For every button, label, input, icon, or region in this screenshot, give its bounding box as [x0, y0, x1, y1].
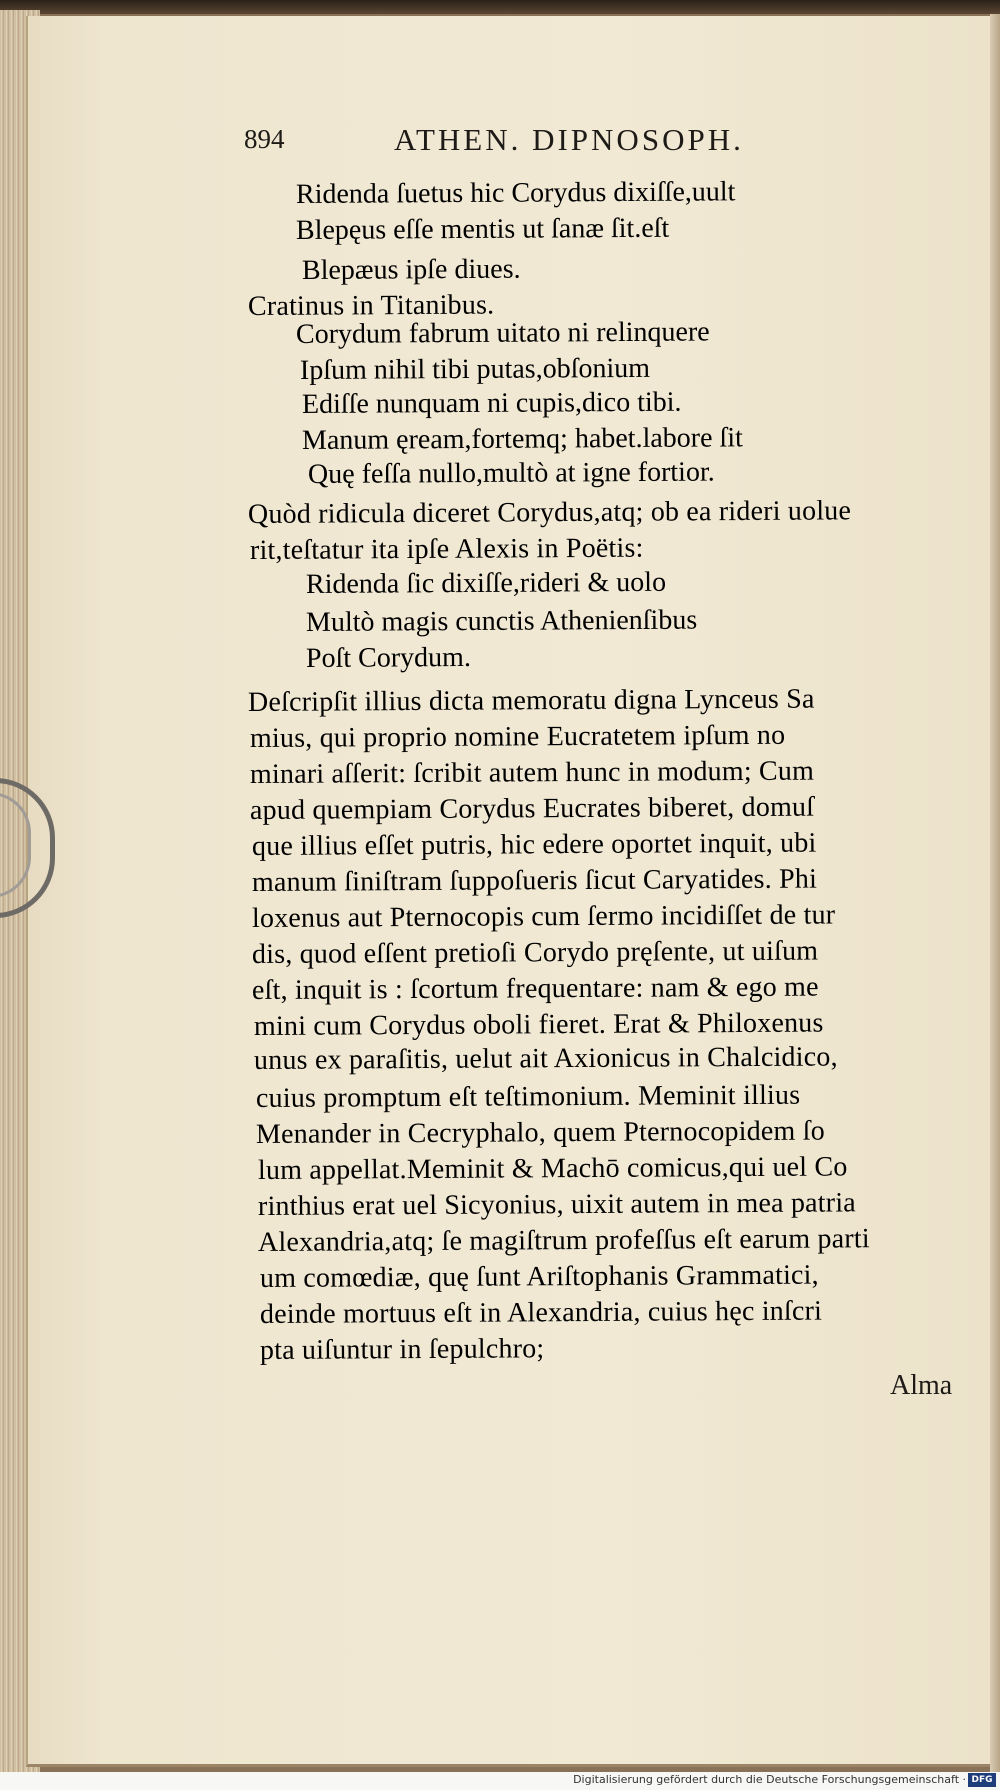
- text-line: rinthius erat uel Sicyonius, uixit autem in mea patria: [257, 1187, 856, 1222]
- text-line: Menander in Cecryphalo, quem Pternocopidem ſo: [255, 1115, 825, 1150]
- text-line: Ediſſe nunquam ni cupis,dico tibi.: [301, 386, 682, 420]
- text-line: Ridenda ſic dixiſſe,rideri & uolo: [305, 566, 667, 600]
- text-line: minari aſſerit: ſcribit autem hunc in modum; Cum: [249, 755, 815, 790]
- text-line: mius, qui proprio nomine Eucratetem ipſum no: [249, 719, 786, 754]
- text-line: loxenus aut Pternocopis cum ſermo incidiſſet de tur: [251, 899, 836, 934]
- text-line: Corydum fabrum uitato ni relinquere: [295, 316, 710, 350]
- text-line: um comœdiæ, quę ſunt Ariſtophanis Grammatici,: [259, 1259, 819, 1294]
- catchword: Alma: [890, 1370, 953, 1401]
- running-title: ATHEN. DIPNOSOPH.: [394, 122, 744, 157]
- text-line: Poſt Corydum.: [305, 641, 472, 674]
- text-line: Deſcripſit illius dicta memoratu digna Lynceus Sa: [247, 683, 815, 718]
- text-line: que illius eſſet putris, hic edere oportet inquit, ubi: [251, 827, 817, 862]
- text-line: lum appellat.Meminit & Machō comicus,qui uel Co: [257, 1151, 848, 1186]
- text-line: cuius promptum eſt teſtimonium. Meminit illius: [255, 1079, 801, 1114]
- text-line: Cratinus in Titanibus.: [247, 289, 495, 322]
- text-line: mini cum Corydus oboli fieret. Erat & Philoxenus: [253, 1007, 824, 1042]
- text-line: Blepæus ipſe diues.: [301, 253, 521, 286]
- text-line: Quę feſſa nullo,multò at igne fortior.: [307, 456, 715, 490]
- text-line: Blepęus eſſe mentis ut ſanæ ſit.eſt: [295, 212, 670, 246]
- text-line: deinde mortuus eſt in Alexandria, cuius hęc inſcri: [259, 1295, 823, 1330]
- text-line: Multò magis cunctis Athenienſibus: [305, 604, 698, 638]
- text-line: Ipſum nihil tibi putas,obſonium: [299, 352, 651, 386]
- text-line: dis, quod eſſent pretioſi Corydo pręſente, ut uiſum: [251, 935, 819, 970]
- page-right-edge: [990, 14, 1000, 1772]
- page-number: 894: [244, 124, 285, 154]
- text-line: rit,teſtatur ita ipſe Alexis in Poëtis:: [249, 532, 644, 566]
- page-header: [244, 118, 884, 160]
- digitization-credit: Digitalisierung gefördert durch die Deutsche Forschungsgemeinschaft ·: [573, 1773, 966, 1786]
- text-line: Quòd ridicula diceret Corydus,atq; ob ea rideri uolue: [247, 495, 852, 530]
- text-line: eſt, inquit is : ſcortum frequentare: nam & ego me: [251, 971, 819, 1006]
- dfg-logo: DFG: [968, 1773, 996, 1787]
- text-line: unus ex paraſitis, uelut ait Axionicus in Chalcidico,: [253, 1041, 838, 1076]
- book-top-shadow: [0, 0, 1000, 14]
- text-line: manum ſiniſtram ſuppoſueris ſicut Caryatides. Phi: [251, 863, 818, 898]
- text-line: Alexandria,atq; ſe magiſtrum profeſſus eſt earum parti: [257, 1223, 870, 1258]
- text-line: Manum ęream,fortemq; habet.labore ſit: [301, 422, 743, 456]
- text-line: Ridenda ſuetus hic Corydus dixiſſe,uult: [295, 176, 736, 210]
- text-line: apud quempiam Corydus Eucrates biberet, domuſ: [249, 791, 815, 826]
- text-line: pta uiſuntur in ſepulchro;: [259, 1333, 545, 1366]
